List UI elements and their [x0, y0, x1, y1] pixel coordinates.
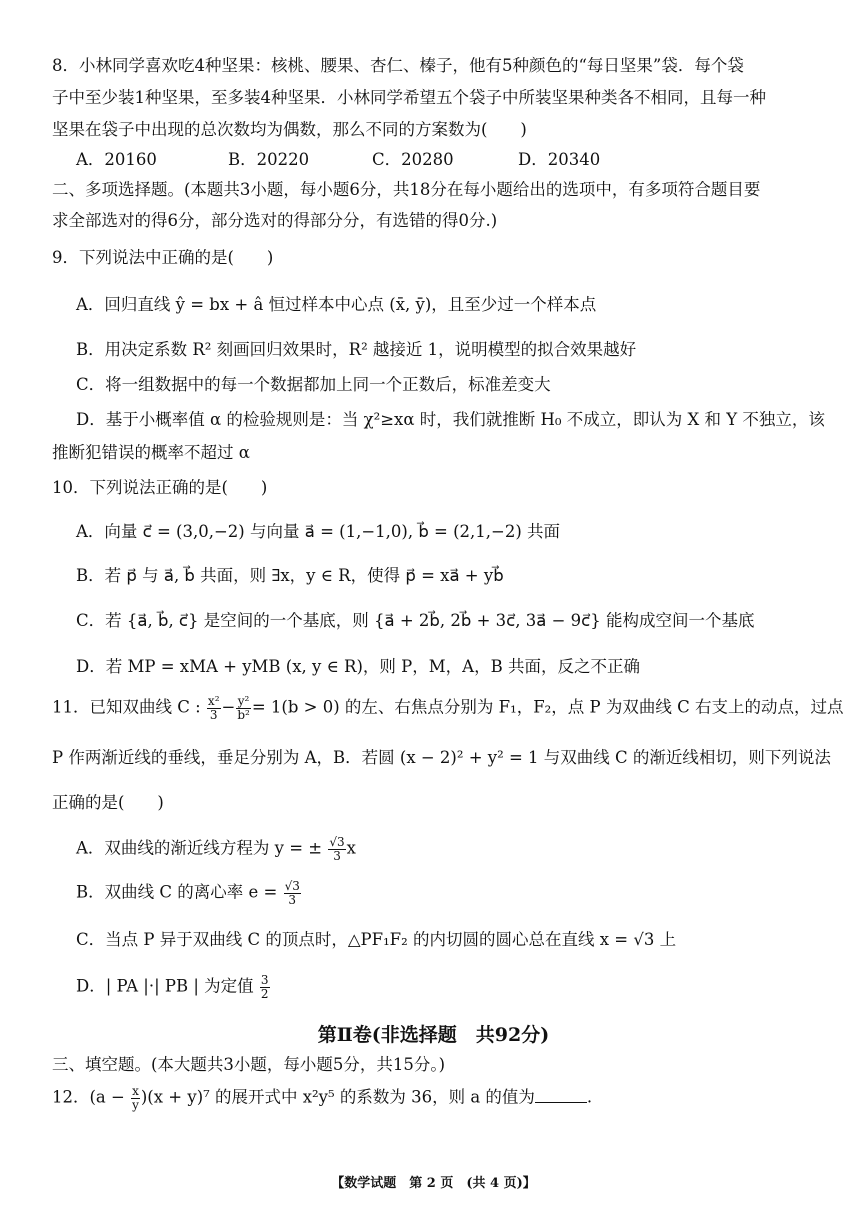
q8-line-2: 子中至少装1种坚果，至多装4种坚果．小林同学希望五个袋子中所装坚果种类各不相同，且每一种 [52, 88, 766, 107]
q8-option-c: C．20280 [372, 150, 454, 169]
q11-line-1: 11．已知双曲线 C : $\frac{\text{x²}}{3}$ − $\frac{\text{y²}}{\text{b²}}$ = 1(b > 0) 的左、右焦点分别为 F₁，F₂，点 P 为双曲线 C 右支上的动点，过点 [52, 694, 844, 722]
q8-option-a: A．20160 [76, 150, 157, 169]
frac-x-over-y [131, 1085, 140, 1111]
q11-option-a [76, 836, 356, 862]
q8-option-b: B．20220 [228, 150, 310, 169]
page-footer: 【数学试题 第 2 页 (共 4 页)】 [331, 1176, 536, 1191]
q10-option-a: A．向量 c⃗ = (3,0,−2) 与向量 a⃗ = (1,−1,0), b⃗ = (2,1,−2) 共面 [76, 522, 561, 541]
section2-line-1: 二、多项选择题。(本题共3小题，每小题6分，共18分在每小题给出的选项中，有多项符合题目要 [52, 180, 761, 199]
frac-den: y [132, 1097, 139, 1112]
answer-blank[interactable] [535, 1088, 587, 1103]
q11-line-1-tail: = 1(b > 0) 的左、右焦点分别为 F₁，F₂，点 P 为双曲线 C 右支上的动点，过点 [251, 697, 844, 717]
q8-line-1: 8．小林同学喜欢吃4种坚果：核桃、腰果、杏仁、榛子，他有5种颜色的“每日坚果”袋．每个袋 [52, 56, 744, 75]
q11-option-c: C．当点 P 异于双曲线 C 的顶点时，△PF₁F₂ 的内切圆的圆心总在直线 x = √3 上 [76, 930, 677, 949]
q11-option-a-tail: x [346, 838, 356, 858]
q10-option-b: B．若 p⃗ 与 a⃗, b⃗ 共面，则 ∃x，y ∈ R，使得 p⃗ = xa⃗ + yb⃗ [76, 566, 504, 585]
frac-den: 2 [260, 986, 269, 1001]
frac-num: √3 [284, 879, 300, 893]
frac-num: x² [207, 694, 220, 708]
q8-option-d: D．20340 [518, 150, 601, 169]
q11-line-1-lead: 11．已知双曲线 C : [52, 697, 201, 717]
frac-num: x [132, 1084, 139, 1098]
q12-lead: 12．(a − [52, 1087, 125, 1107]
section2-line-2: 求全部选对的得6分，部分选对的得部分分，有选错的得0分.) [52, 211, 498, 230]
q12-body: )(x + y)⁷ 的展开式中 x²y⁵ 的系数为 36，则 a 的值为 [140, 1087, 535, 1107]
q9-option-d-line-2: 推断犯错误的概率不超过 α [52, 443, 250, 462]
frac-den: 3 [333, 848, 341, 863]
q9-stem: 9．下列说法中正确的是( ) [52, 248, 274, 267]
q9-option-d-line-1: D．基于小概率值 α 的检验规则是：当 χ²≥xα 时，我们就推断 H₀ 不成立，即认为 X 和 Y 不独立，该 [76, 410, 825, 429]
q9-option-c: C．将一组数据中的每一个数据都加上同一个正数后，标准差变大 [76, 375, 551, 394]
frac-num: y² [237, 694, 250, 708]
q10-option-d: D．若 MP = xMA + yMB (x, y ∈ R)，则 P，M，A，B 共面，反之不正确 [76, 657, 640, 676]
q11-line-2: P 作两渐近线的垂线，垂足分别为 A，B．若圆 (x − 2)² + y² = 1 与双曲线 C 的渐近线相切，则下列说法 [52, 748, 831, 767]
part-2-title: 第Ⅱ卷(非选择题 共92分) [317, 1024, 550, 1046]
frac-3-over-2 [260, 974, 270, 1000]
q8-line-3: 坚果在袋子中出现的总次数均为偶数，那么不同的方案数为( ) [52, 120, 527, 139]
q9-option-a: A．回归直线 ŷ = bx + â 恒过样本中心点 (x̄, ȳ)，且至少过一个样本点 [76, 295, 597, 314]
frac-sqrt3-over-3 [284, 880, 301, 906]
q12-end: . [586, 1087, 593, 1107]
frac-sqrt3-over-3 [328, 836, 345, 862]
frac-den: 3 [209, 707, 218, 722]
section3-heading: 三、填空题。(本大题共3小题，每小题5分，共15分。) [52, 1055, 446, 1074]
q11-option-b [76, 880, 302, 906]
q10-stem: 10．下列说法正确的是( ) [52, 478, 268, 497]
q11-option-d [76, 974, 271, 1000]
q10-option-c: C．若 {a⃗, b⃗, c⃗} 是空间的一个基底，则 {a⃗ + 2b⃗, 2b⃗ + 3c⃗, 3a⃗ − 9c⃗} 能构成空间一个基底 [76, 611, 755, 630]
q9-option-b: B．用决定系数 R² 刻画回归效果时，R² 越接近 1，说明模型的拟合效果越好 [76, 340, 637, 359]
q12-line [52, 1085, 592, 1111]
frac-num: 3 [260, 973, 269, 987]
frac-den: b² [237, 707, 250, 722]
q11-line-3: 正确的是( ) [52, 793, 164, 812]
frac-num: √3 [329, 835, 345, 849]
frac-y2-over-b2 [236, 695, 251, 721]
q11-option-d-text: D．| PA |·| PB | 为定值 [76, 976, 254, 996]
q11-option-a-text: A．双曲线的渐近线方程为 y = ± [76, 838, 323, 858]
frac-den: 3 [288, 892, 297, 907]
q11-option-b-text: B．双曲线 C 的离心率 e = [76, 882, 278, 902]
frac-x2-over-3 [207, 695, 221, 721]
